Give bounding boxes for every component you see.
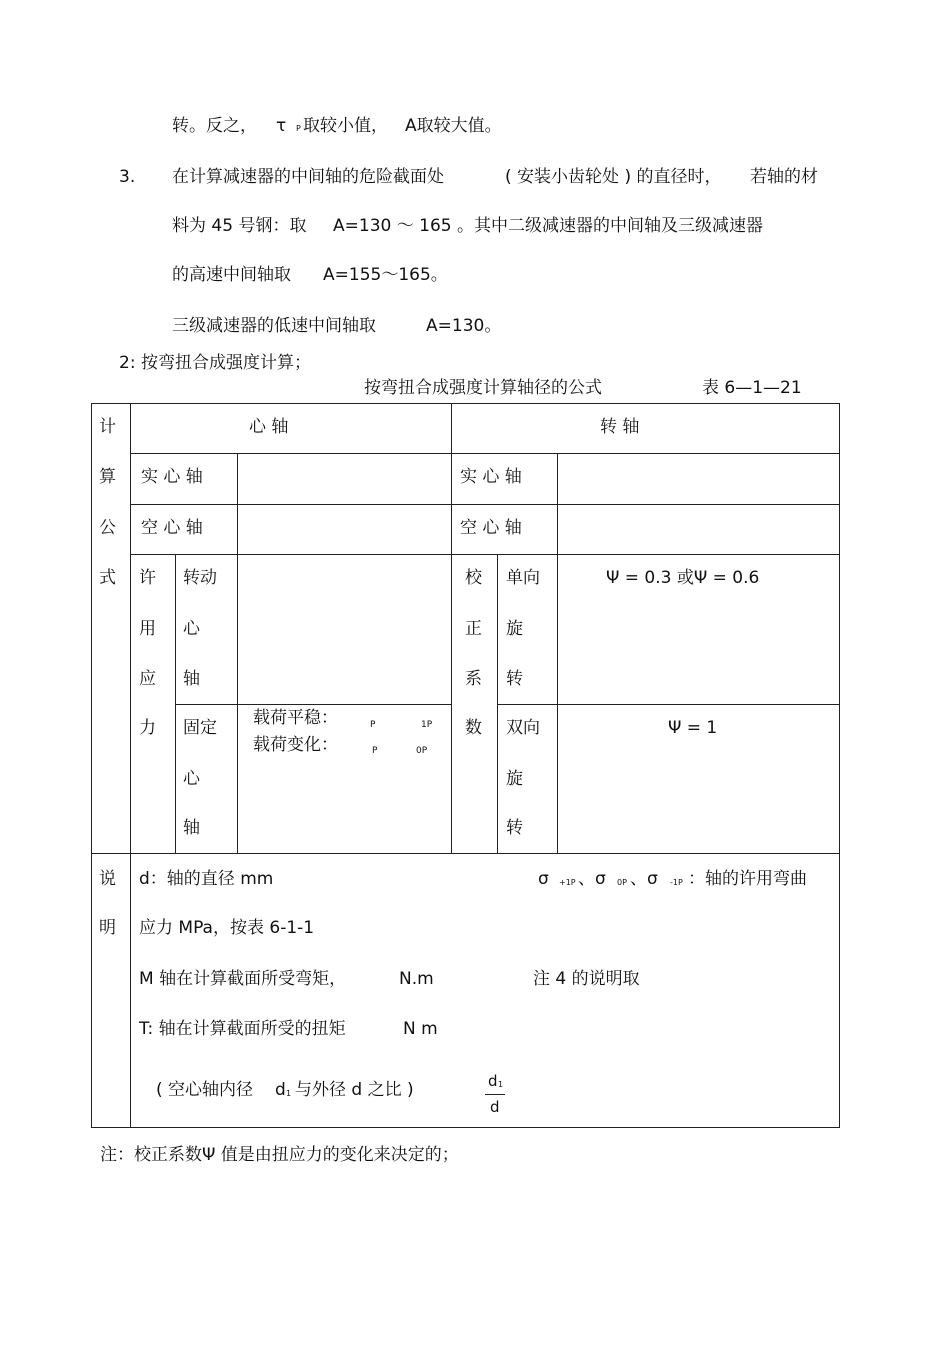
table-border-right [839,403,840,1128]
correction-factor-char: 数 [465,718,482,738]
sigma-separator: 、σ [630,869,658,889]
note-stress: 应力 MPa，按表 6-1-1 [139,918,315,938]
load-steady-p: P [370,720,376,730]
sigma-sub-3: -1P [670,878,683,887]
fraction-numerator-sub: 1 [498,1080,504,1089]
row-header-char: 式 [99,568,116,588]
item-3-line3a: 的高速中间轴取 [172,265,291,285]
allowable-stress-char: 用 [139,619,156,639]
table-number: 表 6—1—21 [702,378,802,398]
correction-factor-char: 系 [465,669,482,689]
row-header-char: 公 [99,518,116,538]
notes-label-char: 说 [99,869,116,889]
table-border-bottom [91,1127,840,1128]
item-3-line1: 在计算减速器的中间轴的危险截面处 [172,167,444,187]
section-2-heading: 2: 按弯扭合成强度计算； [119,353,311,373]
load-change: 载荷变化： [253,735,338,755]
item-3-line3b: A=155～165。 [323,265,448,285]
row-header-char: 算 [99,467,116,487]
psi-single-value: Ψ = 0.3 或Ψ = 0.6 [606,568,760,588]
footer-note: 注：校正系数Ψ 值是由扭应力的变化来决定的； [100,1145,459,1165]
allowable-stress-char: 应 [139,669,156,689]
item-3-line1-end: 若轴的材 [750,167,818,187]
table-rule [451,403,452,854]
fixed-shaft-label: 轴 [183,818,200,838]
allowable-stress-char: 力 [139,718,156,738]
load-steady-p-sub: 1P [421,720,433,730]
note-ratio-b: 与外径 d 之比 ) [295,1080,414,1100]
row-header-char: 计 [99,417,116,437]
fraction-denominator: d [490,1098,500,1116]
note-torque: T: 轴在计算截面所受的扭矩 [139,1019,346,1039]
table-caption: 按弯扭合成强度计算轴径的公式 [364,378,602,398]
fraction-numerator: d [488,1072,498,1090]
tau-symbol: τ [276,116,287,136]
double-direction-label: 双向 [506,718,540,738]
item-3-number: 3. [119,167,136,187]
cell-solid-shaft-2: 实 心 轴 [460,467,522,487]
note-torque-unit: N m [403,1019,438,1039]
item-3-line2a: 料为 45 号钢：取 [172,216,307,236]
double-direction-label: 旋 [506,769,523,789]
note-moment: M 轴在计算截面所受弯矩， [139,969,347,989]
single-direction-label: 单向 [506,568,540,588]
item-3-line4b: A=130。 [426,316,502,336]
rotating-shaft-label: 心 [183,619,200,639]
correction-factor-char: 正 [465,619,482,639]
table-rule [91,853,840,854]
table-border-left [91,403,92,1128]
correction-factor-char: 校 [465,568,482,588]
item-3-line1-paren: ( 安装小齿轮处 ) 的直径时， [505,167,722,187]
sigma-sub-1: +1P [559,878,576,887]
fixed-shaft-label: 固定 [183,718,217,738]
table-border-top [91,403,840,404]
load-steady: 载荷平稳： [253,708,338,728]
sigma-sub-2: 0P [617,878,627,887]
fixed-shaft-label: 心 [183,769,200,789]
table-rule [130,403,131,1128]
sigma-tail: ：轴的许用弯曲 [688,869,807,889]
note-ratio-d1: d [275,1080,286,1100]
header-xin-zhou: 心 轴 [249,417,289,437]
intro-text-b: 取较小值， [303,116,388,136]
psi-double-value: Ψ = 1 [668,718,718,738]
intro-text-c: A取较大值。 [405,116,502,136]
table-rule [557,453,558,854]
cell-hollow-shaft-2: 空 心 轴 [460,518,522,538]
note-ratio-a: ( 空心轴内径 [156,1080,254,1100]
single-direction-label: 转 [506,669,523,689]
fraction-bar [485,1094,505,1095]
allowable-stress-char: 许 [139,568,156,588]
header-zhuan-zhou: 转 轴 [600,417,640,437]
table-rule [497,704,840,705]
table-rule [175,554,176,854]
note-moment-unit: N.m [399,969,434,989]
sigma-separator: 、σ [578,869,606,889]
cell-hollow-shaft: 空 心 轴 [141,518,203,538]
table-rule [237,453,238,854]
notes-label-char: 明 [99,918,116,938]
double-direction-label: 转 [506,818,523,838]
note-ratio-d1-sub: 1 [286,1089,292,1098]
note-4: 注 4 的说明取 [533,969,640,989]
tau-subscript: P [296,124,301,133]
table-rule [497,554,498,854]
intro-text-a: 转。反之， [172,116,257,136]
rotating-shaft-label: 转动 [183,568,217,588]
item-3-line4a: 三级减速器的低速中间轴取 [172,316,376,336]
load-change-p: P [372,746,378,756]
load-change-p-sub: 0P [416,746,428,756]
table-rule [175,704,451,705]
rotating-shaft-label: 轴 [183,669,200,689]
item-3-line2b: A=130 ～ 165 。其中二级减速器的中间轴及三级减速器 [333,216,763,236]
cell-solid-shaft: 实 心 轴 [141,467,203,487]
sigma-symbol: σ [538,869,549,889]
single-direction-label: 旋 [506,619,523,639]
note-diameter: d：轴的直径 mm [139,869,274,889]
